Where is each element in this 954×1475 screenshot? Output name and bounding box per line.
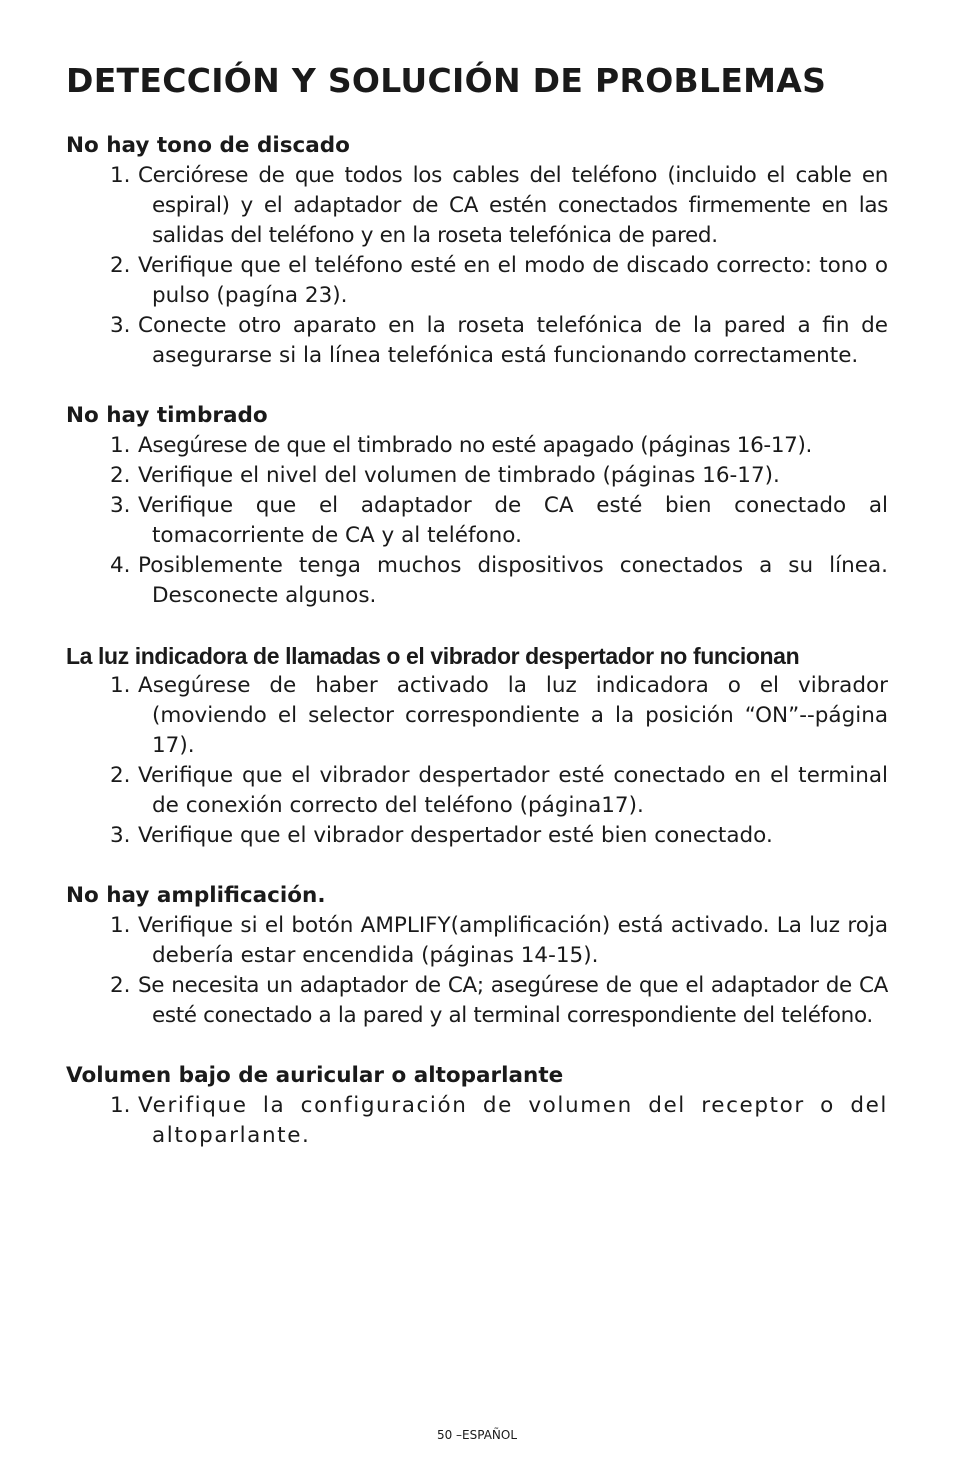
step-text: Verifique que el teléfono esté en el modo de discado correcto: tono o pulso (pagína 23). (138, 253, 888, 308)
section-low-volume (66, 1061, 888, 1151)
list-item (66, 971, 888, 1031)
step-text: Cerciórese de que todos los cables del teléfono (incluido el cable en espiral) y el adaptador de CA estén conectados firmemente en las salidas del teléfono y en la roseta telefónica de pared. (138, 163, 888, 248)
page-footer: 50 –ESPAÑOL (436, 1428, 518, 1442)
list-item (66, 761, 888, 821)
steps-list (66, 671, 888, 851)
step-text: Verifique que el vibrador despertador esté bien conectado. (138, 823, 773, 848)
steps-list (66, 911, 888, 1031)
step-text: Verifique la configuración de volumen del receptor o del altoparlante. (138, 1093, 888, 1148)
list-item (66, 821, 888, 851)
list-item (66, 161, 888, 251)
step-text: Verifique el nivel del volumen de timbrado (páginas 16-17). (138, 463, 780, 488)
list-item (66, 431, 888, 461)
list-item (66, 461, 888, 491)
step-text: Asegúrese de haber activado la luz indicadora o el vibrador (moviendo el selector correspondiente a la posición “ON”--página 17). (138, 673, 888, 758)
section-heading: No hay amplificación. (66, 883, 326, 908)
step-text: Verifique que el adaptador de CA esté bien conectado al tomacorriente de CA y al teléfono. (138, 493, 888, 548)
troubleshooting-content (66, 131, 888, 1181)
steps-list (66, 431, 888, 611)
section-indicator-light (66, 641, 888, 851)
section-no-dial-tone (66, 131, 888, 371)
page-title: DETECCIÓN Y SOLUCIÓN DE PROBLEMAS (66, 61, 827, 100)
step-number: 1. (110, 913, 131, 938)
section-heading: Volumen bajo de auricular o altoparlante (66, 1063, 564, 1088)
step-text: Verifique si el botón AMPLIFY(amplificación) está activado. La luz roja debería estar encendida (páginas 14-15). (138, 913, 888, 968)
step-number: 1. (110, 433, 131, 458)
step-number: 4. (110, 553, 131, 578)
step-number: 3. (110, 313, 131, 338)
list-item (66, 551, 888, 611)
step-text: Conecte otro aparato en la roseta telefónica de la pared a fin de asegurarse si la línea telefónica está funcionando correctamente. (138, 313, 888, 368)
steps-list (66, 161, 888, 371)
step-text: Se necesita un adaptador de CA; asegúrese de que el adaptador de CA esté conectado a la pared y al terminal correspondiente del teléfono. (138, 973, 888, 1028)
list-item (66, 1091, 888, 1151)
list-item (66, 311, 888, 371)
step-number: 1. (110, 673, 131, 698)
step-text: Posiblemente tenga muchos dispositivos conectados a su línea. Desconecte algunos. (138, 553, 888, 608)
list-item (66, 251, 888, 311)
list-item (66, 491, 888, 551)
section-no-ring (66, 401, 888, 611)
step-number: 3. (110, 823, 131, 848)
step-number: 2. (110, 973, 131, 998)
list-item (66, 911, 888, 971)
step-number: 2. (110, 253, 131, 278)
step-text: Asegúrese de que el timbrado no esté apagado (páginas 16-17). (138, 433, 812, 458)
steps-list (66, 1091, 888, 1151)
step-number: 3. (110, 493, 131, 518)
section-heading: No hay timbrado (66, 403, 268, 428)
section-no-amplification (66, 881, 888, 1031)
section-heading: La luz indicadora de llamadas o el vibrador despertador no funcionan (66, 643, 800, 669)
list-item (66, 671, 888, 761)
step-number: 2. (110, 463, 131, 488)
step-number: 1. (110, 1093, 131, 1118)
step-number: 2. (110, 763, 131, 788)
section-heading: No hay tono de discado (66, 133, 350, 158)
step-text: Verifique que el vibrador despertador esté conectado en el terminal de conexión correcto del teléfono (página17). (138, 763, 888, 818)
step-number: 1. (110, 163, 131, 188)
